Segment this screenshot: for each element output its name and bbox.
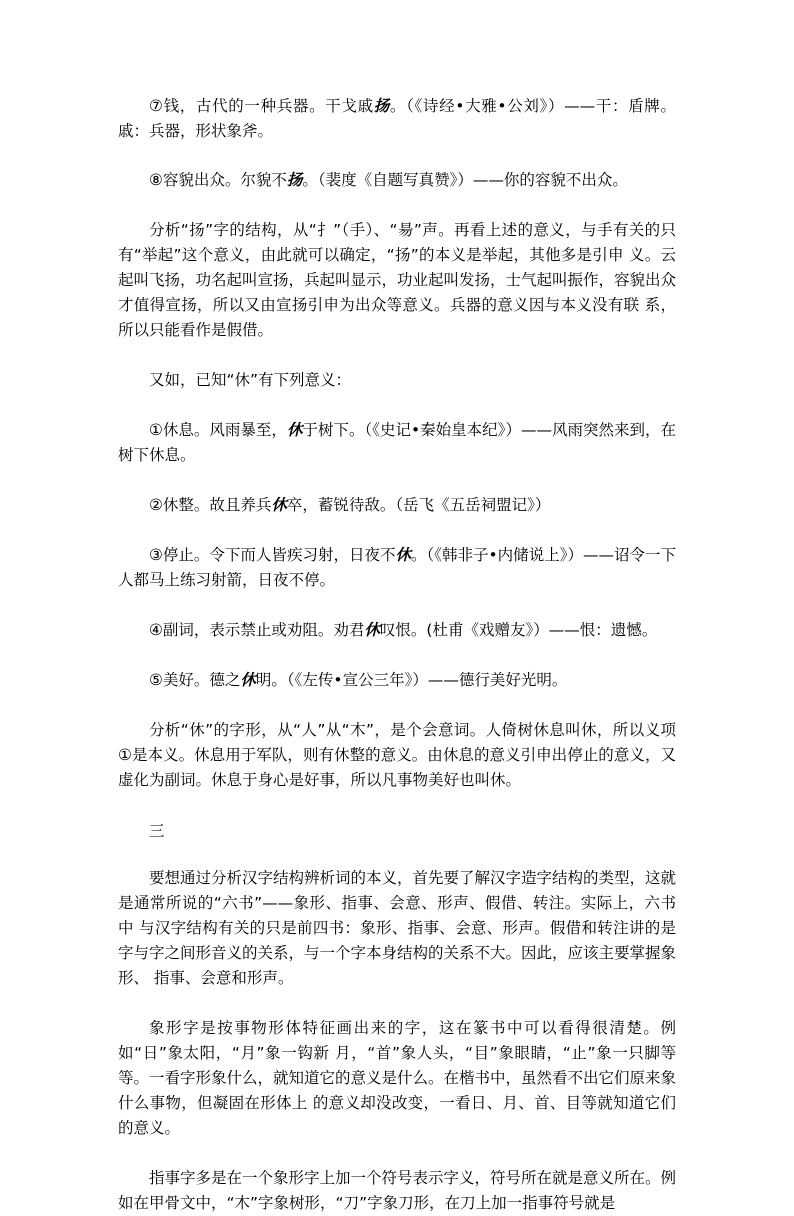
paragraph-xiu-4 [118, 618, 676, 643]
paragraph-xiangxing: 象形字是按事物形体特征画出来的字，这在篆书中可以看得很清楚。例如“日”象太阳，“月”象一钩新 月，“首”象人头，“目”象眼睛，“止”象一只脚等等。一看字形象什么，就知道它的意义是什么。在楷书中，虽然看不出它们原来象什么事物，但凝固在形体上 的意义却没改变，一看日、月、首、目等就知道它们的意义。 [118, 1019, 677, 1137]
paragraph-xiu-3 [118, 543, 676, 593]
text-run: 卒，蓄锐待敌。（岳飞《五岳祠盟记》） [286, 496, 551, 514]
emphasized-char: 扬 [286, 171, 303, 189]
text-run: ④副词，表示禁止或劝阻。劝君 [149, 621, 365, 639]
paragraph-liushu: 要想通过分析汉字结构辨析词的本义，首先要了解汉字造字结构的类型，这就是通常所说的“六书”——象形、指事、会意、形声、假借、转注。实际上，六书中 与汉字结构有关的只是前四书：象形、指事、会意、形声。假借和转注讲的是字与字之间形音义的关系，与一个字本身结构的关系不大。因此，应该主要掌握象形、 指事、会意和形声。 [118, 869, 677, 987]
document-page [118, 94, 676, 1216]
text-run: 又如，已知“休”有下列意义： [149, 371, 352, 389]
emphasized-char: 休 [271, 496, 287, 514]
section-number: 三 [149, 822, 165, 840]
emphasized-char: 休 [240, 671, 256, 689]
emphasized-char: 休 [395, 546, 411, 564]
text-run: ③停止。令下而人皆疾习射，日夜不 [149, 546, 396, 564]
paragraph-analysis-yang [118, 218, 676, 343]
text-run: 明。（《左传•宣公三年》）——德行美好光明。 [255, 671, 568, 689]
text-run: 于树下。（《史记•秦始皇本纪》）——风雨突然来到，在树下休息。 [118, 421, 676, 464]
text-run: ⑧容貌出众。尔貌不 [149, 171, 287, 189]
paragraph-xiu-5 [118, 668, 676, 693]
text-run: 分析“休”的字形，从“人”从“木”，是个会意词。人倚树休息叫休，所以义项①是本义。休息用于军队，则有休整的意义。由休息的意义引申出停止的意义，又虚化为副词。休息于身心是好事，所以凡事物美好也叫休。 [118, 721, 676, 789]
paragraph-qi [118, 94, 676, 144]
paragraph-ba [118, 168, 676, 193]
text-run: ①休息。风雨暴至， [149, 421, 287, 439]
text-run: 叹恨。(杜甫《戏赠友》）——恨：遗憾。 [379, 621, 658, 639]
text-run: 。（《诗经•大雅•公刘》）——干：盾牌。戚：兵器，形状象斧。 [118, 97, 676, 140]
text-run: ⑦钱，古代的一种兵器。干戈戚 [149, 97, 374, 115]
paragraph-xiu-1 [118, 418, 676, 468]
paragraph-zhishi: 指事字多是在一个象形字上加一个符号表示字义，符号所在就是意义所在。例如在甲骨文中，“木”字象树形，“刀”字象刀形，在刀上加一指事符号就是 [118, 1169, 677, 1212]
emphasized-char: 休 [364, 621, 380, 639]
paragraph-youru [118, 368, 676, 393]
text-run: 分析“扬”字的结构，从“扌”（手）、“昜”声。再看上述的意义，与手有关的只有“举起”这个意义，由此就可以确定，“扬”的本义是举起，其他多是引申 义。云起叫飞扬，功名起叫宣扬，兵起叫显示，功业起叫发扬，士气起叫振作，容貌出众才值得宣扬，所以又由宣扬引申为出众等意义。兵器的意义因与本义没有联 系，所以只能看作是假借。 [118, 221, 677, 339]
text-run: 。（裴度《自题写真赞》）——你的容貌不出众。 [302, 171, 628, 189]
text-run: ②休整。故且养兵 [149, 496, 272, 514]
emphasized-char: 扬 [373, 97, 390, 115]
text-run: ⑤美好。德之 [149, 671, 241, 689]
text-run: 。（《韩非子•内储说上》）——诏令一下人都马上练习射箭，日夜不停。 [118, 546, 676, 589]
paragraph-analysis-xiu [118, 718, 676, 793]
paragraph-xiu-2 [118, 493, 676, 518]
emphasized-char: 休 [286, 421, 303, 439]
